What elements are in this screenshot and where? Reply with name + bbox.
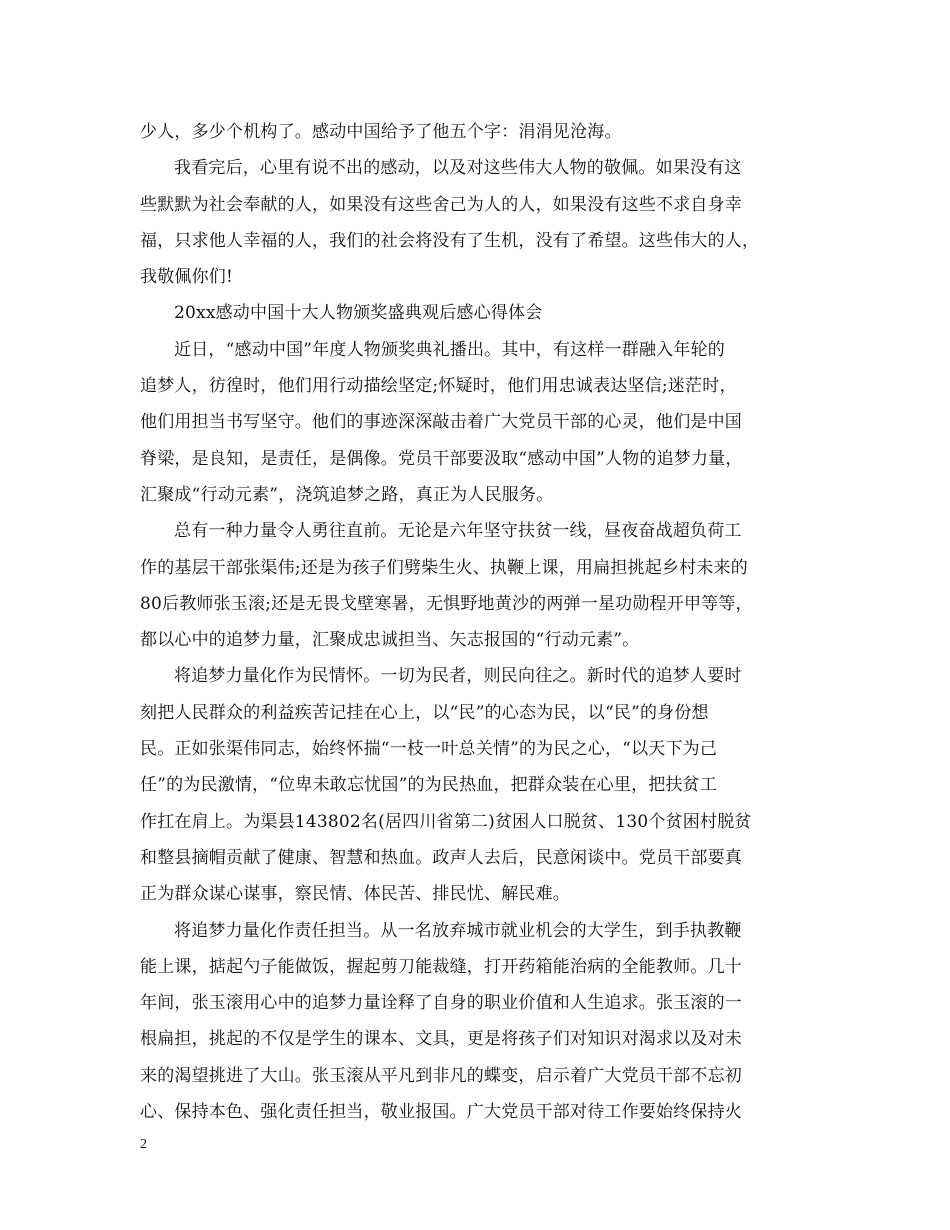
section-title: 20xx感动中国十大人物颁奖盛典观后感心得体会 <box>174 303 543 324</box>
text-line-7: 近日，“感动中国”年度人物颁奖典礼播出。其中，有这样一群融入年轮的 <box>174 339 725 360</box>
text-line-13: 作的基层干部张渠伟;还是为孩子们劈柴生火、执鞭上课，用扁担挑起乡村未来的 <box>140 557 748 578</box>
body-text <box>140 114 812 1130</box>
text-line-11: 汇聚成“行动元素”，浇筑追梦之路，真正为人民服务。 <box>140 484 554 505</box>
text-line-19: 任”的为民激情，“位卑未敢忘忧国”的为民热血，把群众装在心里，把扶贫工 <box>140 775 718 796</box>
text-line-28: 心、保持本色、强化责任担当，敬业报国。广大党员干部对待工作要始终保持火 <box>140 1102 742 1123</box>
text-line-17: 刻把人民群众的利益疾苦记挂在心上，以“民”的心态为民，以“民”的身份想 <box>140 702 709 723</box>
text-line-2: 我看完后，心里有说不出的感动，以及对这些伟大人物的敬佩。如果没有这 <box>174 158 742 179</box>
text-line-23: 将追梦力量化作责任担当。从一名放弃城市就业机会的大学生，到手执教鞭 <box>174 920 742 941</box>
text-line-8: 追梦人，彷徨时，他们用行动描绘坚定;怀疑时，他们用忠诚表达坚信;迷茫时， <box>140 376 737 397</box>
text-line-25: 年间，张玉滚用心中的追梦力量诠释了自身的职业价值和人生追求。张玉滚的一 <box>140 993 742 1014</box>
text-line-20: 作扛在肩上。为渠县143802名(居四川省第二)贫困人口脱贫、130个贫困村脱贫 <box>140 811 752 832</box>
text-line-1: 少人，多少个机构了。感动中国给予了他五个字：涓涓见沧海。 <box>140 122 622 142</box>
text-line-22: 正为群众谋心谋事，察民情、体民苦、排民忧、解民难。 <box>140 884 570 905</box>
text-line-12: 总有一种力量令人勇往直前。无论是六年坚守扶贫一线，昼夜奋战超负荷工 <box>174 521 742 542</box>
text-line-9: 他们用担当书写坚守。他们的事迹深深敲击着广大党员干部的心灵，他们是中国 <box>140 412 742 433</box>
text-line-3: 些默默为社会奉献的人，如果没有这些舍己为人的人，如果没有这些不求自身幸 <box>140 194 742 215</box>
text-line-4: 福，只求他人幸福的人，我们的社会将没有了生机，没有了希望。这些伟大的人， <box>140 230 760 251</box>
text-line-5: 我敬佩你们! <box>140 267 234 288</box>
text-line-15: 都以心中的追梦力量，汇聚成忠诚担当、矢志报国的“行动元素”。 <box>140 630 640 651</box>
text-line-10: 脊梁，是良知，是责任，是偶像。党员干部要汲取“感动中国”人物的追梦力量， <box>140 448 743 469</box>
text-line-27: 来的渴望挑进了大山。张玉滚从平凡到非凡的蝶变，启示着广大党员干部不忘初 <box>140 1065 742 1086</box>
text-line-21: 和整县摘帽贡献了健康、智慧和热血。政声人去后，民意闲谈中。党员干部要真 <box>140 847 742 868</box>
text-line-18: 民。正如张渠伟同志，始终怀揣“一枝一叶总关情”的为民之心，“以天下为己 <box>140 739 718 760</box>
page-number: 2 <box>140 1137 147 1152</box>
text-line-26: 根扁担，挑起的不仅是学生的课本、文具，更是将孩子们对知识对渴求以及对未 <box>140 1029 742 1050</box>
text-line-14: 80后教师张玉滚;还是无畏戈壁寒暑，无惧野地黄沙的两弹一星功勋程开甲等等， <box>140 593 753 614</box>
text-line-16: 将追梦力量化作为民情怀。一切为民者，则民向往之。新时代的追梦人要时 <box>174 666 742 687</box>
text-line-24: 能上课，掂起勺子能做饭，握起剪刀能裁缝，打开药箱能治病的全能教师。几十 <box>140 956 742 977</box>
